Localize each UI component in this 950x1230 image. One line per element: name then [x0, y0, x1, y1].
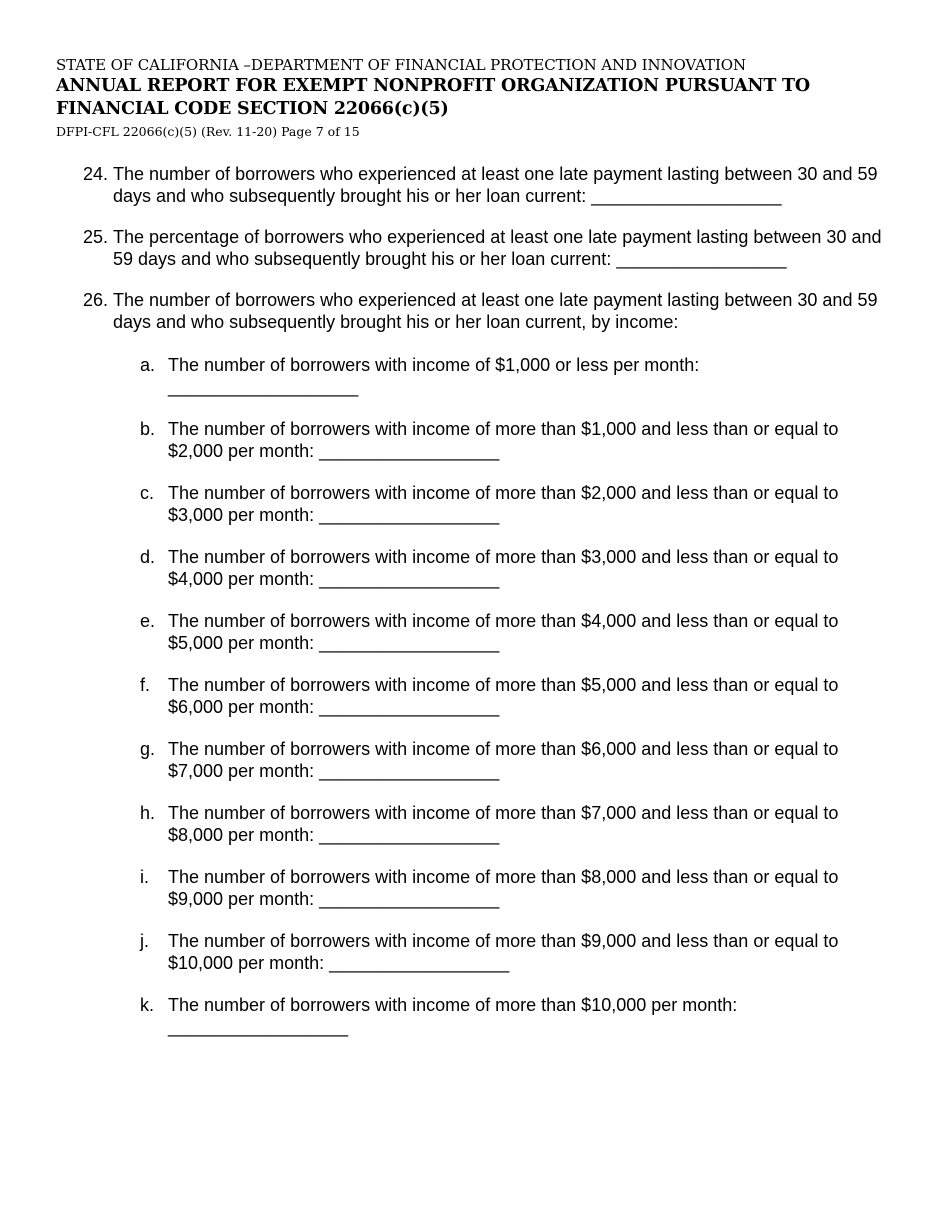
page-header: [56, 56, 916, 141]
sub-item-text: The number of borrowers with income of more than $5,000 and less than or equal to $6,000 per month:: [168, 675, 839, 717]
sub-item-letter: i.: [140, 867, 149, 887]
sub-item-letter: b.: [140, 419, 156, 439]
sub-item-h: [140, 803, 883, 846]
sub-item-k: [140, 995, 883, 1038]
sub-item-a: [140, 355, 883, 398]
answer-blank[interactable]: __________________: [319, 696, 500, 717]
sub-item-d: [140, 547, 883, 590]
question-26: [83, 290, 883, 333]
sub-item-letter: g.: [140, 739, 156, 759]
sub-item-letter: f.: [140, 675, 151, 695]
sub-item-text: The number of borrowers with income of more than $3,000 and less than or equal to $4,000 per month:: [168, 547, 839, 589]
question-text: The number of borrowers who experienced at least one late payment lasting between 30 and 59 days and who subsequently brought his or her loan current: ___________________: [113, 164, 878, 206]
sub-item-g: [140, 739, 883, 782]
question-24: [83, 164, 883, 207]
sub-item-text: The number of borrowers with income of more than $8,000 and less than or equal to $9,000 per month:: [168, 867, 839, 909]
sub-item-text: The number of borrowers with income of more than $1,000 and less than or equal to $2,000 per month:: [168, 419, 839, 461]
sub-item-text: The number of borrowers with income of $1,000 or less per month:: [168, 355, 700, 375]
sub-item-text: The number of borrowers with income of more than $9,000 and less than or equal to $10,000 per month:: [168, 931, 839, 973]
sub-item-text: The number of borrowers with income of more than $6,000 and less than or equal to $7,000 per month:: [168, 739, 839, 781]
answer-blank[interactable]: __________________: [168, 1016, 349, 1037]
sub-item-letter: c.: [140, 483, 155, 503]
sub-item-f: [140, 675, 883, 718]
answer-blank[interactable]: __________________: [319, 760, 500, 781]
answer-blank[interactable]: __________________: [319, 504, 500, 525]
answer-blank[interactable]: __________________: [329, 952, 510, 973]
sub-item-text: The number of borrowers with income of more than $2,000 and less than or equal to $3,000 per month:: [168, 483, 839, 525]
questions-section: [83, 164, 883, 1059]
sub-item-letter: j.: [140, 931, 149, 951]
report-title-line-2: FINANCIAL CODE SECTION 22066(c)(5): [56, 99, 449, 119]
question-text: The number of borrowers who experienced at least one late payment lasting between 30 and 59 days and who subsequently brought his or her loan current, by income:: [113, 290, 878, 332]
answer-blank[interactable]: __________________: [319, 632, 500, 653]
answer-blank[interactable]: __________________: [319, 568, 500, 589]
income-breakdown-list: [140, 355, 883, 1038]
sub-item-letter: d.: [140, 547, 156, 567]
answer-blank[interactable]: __________________: [319, 440, 500, 461]
sub-item-text: The number of borrowers with income of more than $10,000 per month:: [168, 995, 738, 1015]
answer-blank[interactable]: __________________: [319, 888, 500, 909]
question-number: 26.: [83, 290, 109, 310]
question-number: 24.: [83, 164, 109, 184]
question-number: 25.: [83, 227, 109, 247]
agency-line: STATE OF CALIFORNIA –DEPARTMENT OF FINANCIAL PROTECTION AND INNOVATION: [56, 56, 747, 74]
sub-item-b: [140, 419, 883, 462]
question-text: The percentage of borrowers who experienced at least one late payment lasting between 30 and 59 days and who subsequently brought his or her loan current: _________________: [113, 227, 882, 269]
sub-item-c: [140, 483, 883, 526]
sub-item-letter: a.: [140, 355, 156, 375]
form-info: DFPI-CFL 22066(c)(5) (Rev. 11-20) Page 7 of 15: [56, 124, 360, 139]
sub-item-j: [140, 931, 883, 974]
sub-item-letter: k.: [140, 995, 155, 1015]
sub-item-e: [140, 611, 883, 654]
sub-item-letter: h.: [140, 803, 156, 823]
sub-item-text: The number of borrowers with income of more than $4,000 and less than or equal to $5,000 per month:: [168, 611, 839, 653]
sub-item-letter: e.: [140, 611, 156, 631]
report-title-line-1: ANNUAL REPORT FOR EXEMPT NONPROFIT ORGANIZATION PURSUANT TO: [56, 76, 810, 96]
question-25: [83, 227, 883, 270]
answer-blank[interactable]: ___________________: [168, 376, 359, 397]
answer-blank[interactable]: __________________: [319, 824, 500, 845]
sub-item-i: [140, 867, 883, 910]
sub-item-text: The number of borrowers with income of more than $7,000 and less than or equal to $8,000 per month:: [168, 803, 839, 845]
